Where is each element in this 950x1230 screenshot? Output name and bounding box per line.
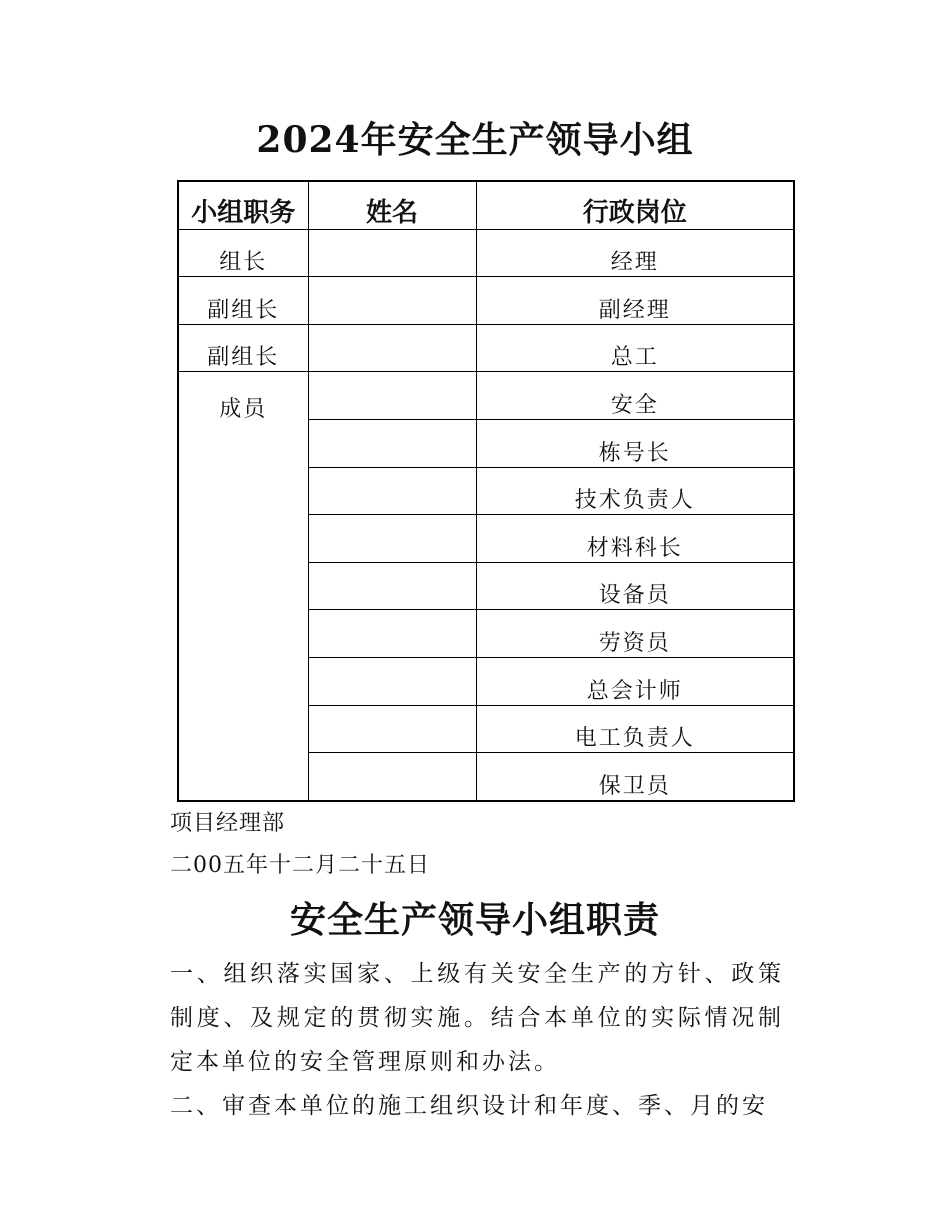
name-cell [308,324,476,372]
paragraph: 一、组织落实国家、上级有关安全生产的方针、政策制度、及规定的贯彻实施。结合本单位的实际情况制定本单位的安全管理原则和办法。 [170,961,784,1075]
name-cell [308,372,476,420]
role-cell: 副组长 [178,277,308,325]
position-cell: 设备员 [476,562,794,610]
section-body [170,952,784,1128]
document-date: 二00五年十二月二十五日 [170,853,430,878]
name-cell [308,562,476,610]
table-row [178,277,794,325]
department-name: 项目经理部 [170,811,286,836]
header-role: 小组职务 [178,181,308,229]
position-cell: 劳资员 [476,610,794,658]
position-cell: 材料科长 [476,515,794,563]
position-cell: 总工 [476,324,794,372]
name-cell [308,657,476,705]
table-row [178,324,794,372]
name-cell [308,610,476,658]
name-cell [308,753,476,801]
name-cell [308,515,476,563]
position-cell: 经理 [476,229,794,277]
name-cell [308,467,476,515]
position-cell: 副经理 [476,277,794,325]
role-cell-members: 成员 [178,372,308,801]
position-cell: 电工负责人 [476,705,794,753]
position-cell: 安全 [476,372,794,420]
position-cell: 保卫员 [476,753,794,801]
leadership-table [177,180,795,802]
role-cell: 组长 [178,229,308,277]
position-cell: 技术负责人 [476,467,794,515]
table-row [178,372,794,420]
position-cell: 栋号长 [476,419,794,467]
name-cell [308,705,476,753]
page-title: 2024年安全生产领导小组 [256,119,694,161]
table-header-row [178,181,794,229]
header-name: 姓名 [308,181,476,229]
table-row [178,229,794,277]
paragraph: 二、审查本单位的施工组织设计和年度、季、月的安 [170,1093,768,1119]
name-cell [308,419,476,467]
role-cell: 副组长 [178,324,308,372]
name-cell [308,277,476,325]
position-cell: 总会计师 [476,657,794,705]
section-title: 安全生产领导小组职责 [289,899,660,941]
name-cell [308,229,476,277]
header-position: 行政岗位 [476,181,794,229]
